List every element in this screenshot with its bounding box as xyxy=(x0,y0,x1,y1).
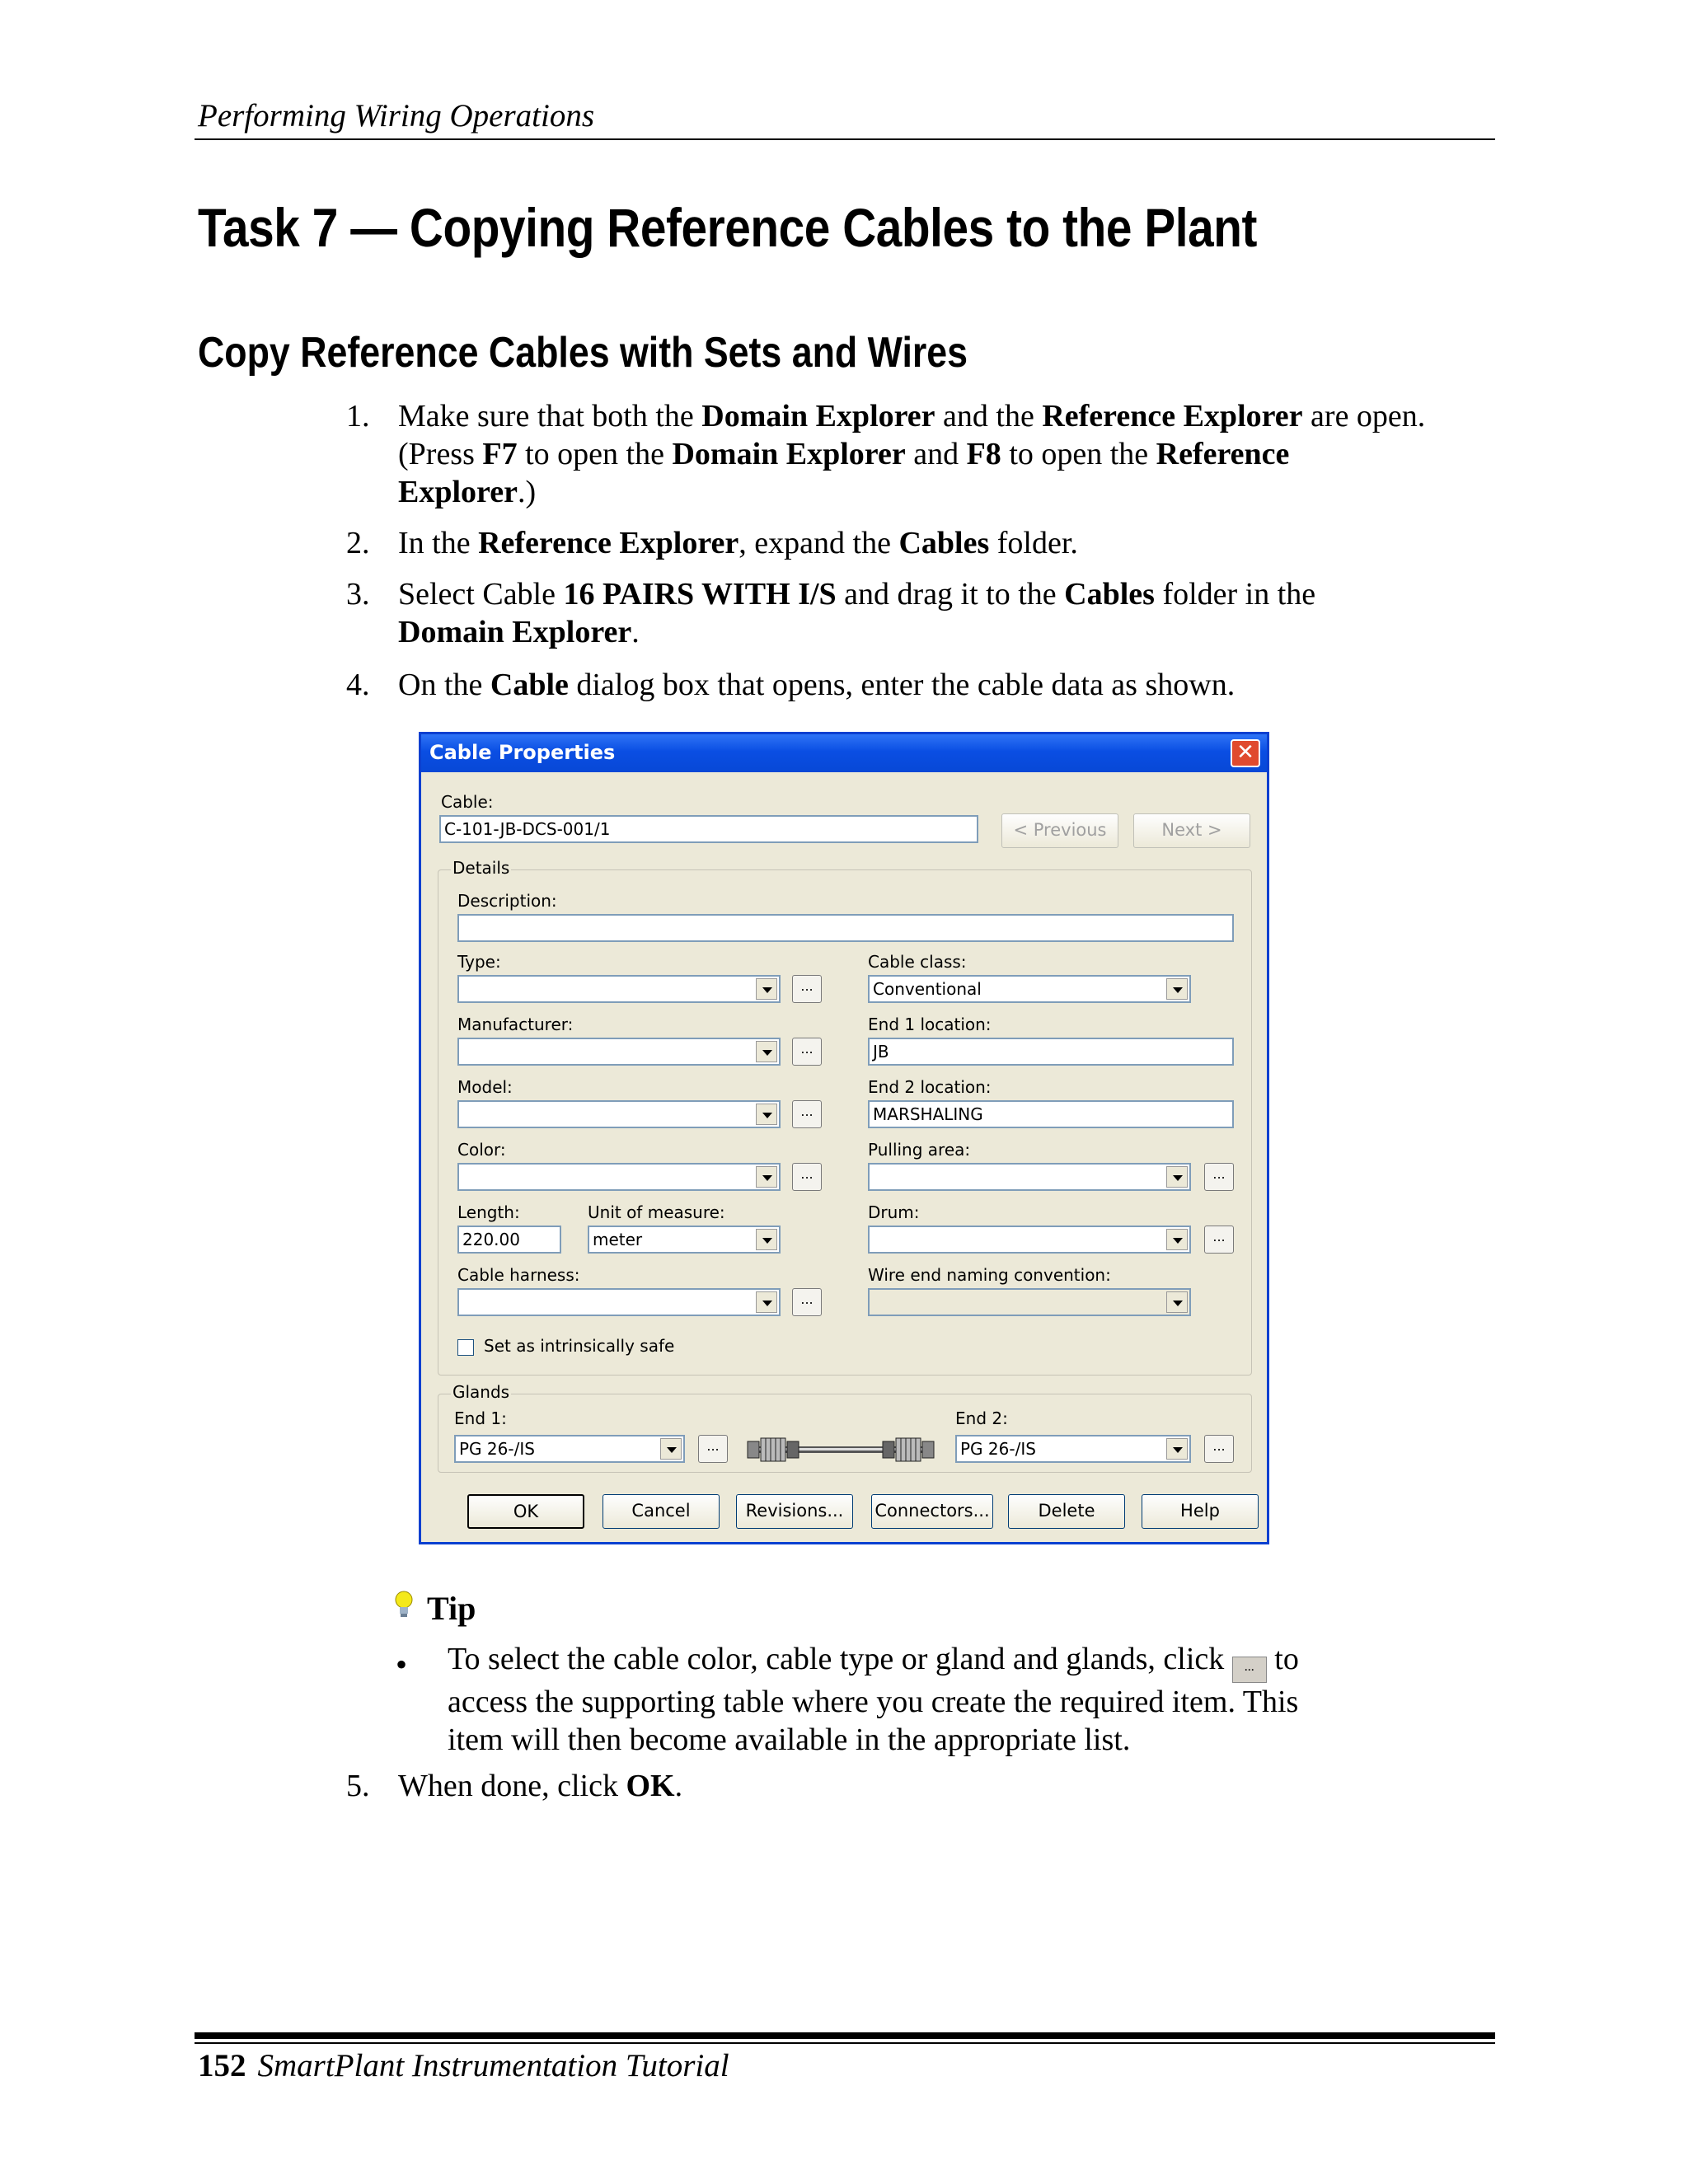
step-bold-text: Reference Explorer xyxy=(1042,399,1303,434)
gland-end2-dropdown[interactable] xyxy=(955,1435,1191,1463)
step-number: 3. xyxy=(346,577,370,612)
step-text-run: Select Cable xyxy=(398,577,564,612)
cable-properties-dialog xyxy=(419,732,1269,1544)
chevron-down-icon xyxy=(1166,1291,1188,1313)
footer xyxy=(198,2047,729,2084)
manufacturer-dropdown[interactable] xyxy=(457,1038,781,1066)
step-bold-text: F7 xyxy=(482,437,518,471)
gland-end2-value: PG 26-/IS xyxy=(960,1439,1036,1459)
step-text-run: In the xyxy=(398,526,479,560)
end2-location-label: End 2 location: xyxy=(868,1077,992,1097)
step-text xyxy=(398,397,1425,511)
glands-title: Glands xyxy=(452,1382,510,1402)
step-text-run: .) xyxy=(517,475,537,509)
step-bold-text: Domain Explorer xyxy=(398,615,632,649)
chevron-down-icon xyxy=(756,978,777,1000)
step-text-run: dialog box that opens, enter the cable data as shown. xyxy=(568,668,1236,702)
delete-button[interactable]: Delete xyxy=(1008,1494,1125,1529)
details-title: Details xyxy=(452,858,510,878)
chevron-down-icon xyxy=(660,1438,682,1460)
pulling-area-label: Pulling area: xyxy=(868,1140,971,1160)
step-text-run: and xyxy=(905,437,967,471)
footer-title: SmartPlant Instrumentation Tutorial xyxy=(257,2048,729,2083)
step-text-run: and the xyxy=(935,399,1043,434)
close-button[interactable]: ✕ xyxy=(1231,739,1260,767)
gland-end1-value: PG 26-/IS xyxy=(459,1439,535,1459)
step-line xyxy=(398,435,1425,473)
chevron-down-icon xyxy=(756,1041,777,1062)
tip-line1-pre: To select the cable color, cable type or gland and glands, click xyxy=(448,1642,1232,1676)
step-line xyxy=(398,473,1425,511)
pulling-area-browse-button[interactable]: ... xyxy=(1204,1163,1234,1191)
type-label: Type: xyxy=(457,952,501,972)
gland-end2-browse-button[interactable]: ... xyxy=(1204,1435,1234,1463)
chevron-down-icon xyxy=(1166,978,1188,1000)
end1-location-input[interactable]: JB xyxy=(868,1038,1234,1066)
description-label: Description: xyxy=(457,891,557,911)
color-dropdown[interactable] xyxy=(457,1163,781,1191)
step-text-run: . xyxy=(631,615,640,649)
cancel-button[interactable]: Cancel xyxy=(603,1494,720,1529)
harness-browse-button[interactable]: ... xyxy=(792,1288,822,1316)
step5-pre: When done, click xyxy=(398,1769,626,1803)
drum-dropdown[interactable] xyxy=(868,1226,1191,1254)
tip-line3: item will then become available in the appropriate list. xyxy=(448,1722,1131,1757)
step5-post: . xyxy=(674,1769,683,1803)
manufacturer-browse-button[interactable]: ... xyxy=(792,1038,822,1066)
step-bold-text: Cables xyxy=(1064,577,1155,612)
gland-end2-label: End 2: xyxy=(955,1408,1008,1428)
step5-bold: OK xyxy=(626,1769,675,1803)
tip-line2: access the supporting table where you create the required item. This xyxy=(448,1685,1299,1719)
revisions-button[interactable]: Revisions... xyxy=(736,1494,853,1529)
step-number: 1. xyxy=(346,399,370,434)
step-text xyxy=(398,666,1235,704)
harness-dropdown[interactable] xyxy=(457,1288,781,1316)
drum-label: Drum: xyxy=(868,1202,920,1222)
intrinsic-checkbox[interactable] xyxy=(457,1339,474,1356)
chevron-down-icon xyxy=(756,1166,777,1188)
tip-line1-post: to xyxy=(1266,1642,1299,1676)
step-number: 2. xyxy=(346,526,370,560)
step-text-run: folder in the xyxy=(1154,577,1316,612)
gland-end1-dropdown[interactable] xyxy=(454,1435,685,1463)
step-text-run: and drag it to the xyxy=(836,577,1065,612)
step-line xyxy=(398,397,1425,435)
step-text xyxy=(398,575,1315,651)
step-line xyxy=(398,575,1315,613)
unit-dropdown[interactable] xyxy=(588,1226,781,1254)
description-input[interactable] xyxy=(457,914,1234,942)
step-text-run: folder. xyxy=(989,526,1078,560)
model-label: Model: xyxy=(457,1077,513,1097)
step-line xyxy=(398,613,1315,651)
step-text-run: are open. xyxy=(1302,399,1426,434)
length-label: Length: xyxy=(457,1202,520,1222)
step-bold-text: 16 PAIRS WITH I/S xyxy=(563,577,837,612)
step-bold-text: Domain Explorer xyxy=(672,437,906,471)
chevron-down-icon xyxy=(1166,1166,1188,1188)
gland-end1-browse-button[interactable]: ... xyxy=(698,1435,728,1463)
footer-rule-thin xyxy=(195,2042,1495,2044)
step-bold-text: Cable xyxy=(490,668,569,702)
step-text-run: to open the xyxy=(1001,437,1156,471)
running-header: Performing Wiring Operations xyxy=(198,98,595,134)
step-text xyxy=(398,524,1078,562)
ellipsis-button-icon: ... xyxy=(1232,1657,1267,1683)
harness-label: Cable harness: xyxy=(457,1265,580,1285)
cable-gland-icon xyxy=(744,1433,937,1466)
unit-value: meter xyxy=(593,1230,643,1249)
ok-button[interactable]: OK xyxy=(467,1494,584,1529)
step-text-run: to open the xyxy=(517,437,673,471)
color-browse-button[interactable]: ... xyxy=(792,1163,822,1191)
color-label: Color: xyxy=(457,1140,506,1160)
step-number: 5. xyxy=(346,1769,370,1803)
step-bold-text: Reference xyxy=(1156,437,1290,471)
length-input[interactable]: 220.00 xyxy=(457,1226,561,1254)
unit-label: Unit of measure: xyxy=(588,1202,725,1222)
cable-class-label: Cable class: xyxy=(868,952,967,972)
footer-rule xyxy=(195,2032,1495,2039)
tip-text xyxy=(448,1640,1299,1759)
lightbulb-icon xyxy=(394,1591,414,1619)
section-title: Copy Reference Cables with Sets and Wires xyxy=(198,329,968,377)
step-text-run: , expand the xyxy=(738,526,899,560)
tip-bullet: • xyxy=(396,1646,408,1683)
task-title: Task 7 — Copying Reference Cables to the Plant xyxy=(198,197,1257,258)
cable-class-dropdown[interactable] xyxy=(868,975,1191,1003)
end1-location-label: End 1 location: xyxy=(868,1015,992,1034)
end2-location-input[interactable]: MARSHALING xyxy=(868,1100,1234,1128)
next-button[interactable]: Next > xyxy=(1133,813,1250,848)
header-rule xyxy=(195,138,1495,140)
step-text-run: (Press xyxy=(398,437,483,471)
chevron-down-icon xyxy=(1166,1229,1188,1250)
intrinsic-label: Set as intrinsically safe xyxy=(484,1336,675,1356)
pulling-area-dropdown[interactable] xyxy=(868,1163,1191,1191)
step-line xyxy=(398,524,1078,562)
help-button[interactable]: Help xyxy=(1142,1494,1259,1529)
tip-heading: Tip xyxy=(427,1590,476,1627)
dialog-title: Cable Properties xyxy=(429,741,616,764)
step-bold-text: Cables xyxy=(898,526,990,560)
step-bold-text: Domain Explorer xyxy=(701,399,935,434)
step-bold-text: Explorer xyxy=(398,475,518,509)
gland-end1-label: End 1: xyxy=(454,1408,507,1428)
dialog-titlebar xyxy=(421,734,1267,772)
type-dropdown[interactable] xyxy=(457,975,781,1003)
step-text-run: On the xyxy=(398,668,490,702)
model-dropdown[interactable] xyxy=(457,1100,781,1128)
previous-button[interactable]: < Previous xyxy=(1001,813,1118,848)
cable-class-value: Conventional xyxy=(873,979,982,999)
type-browse-button[interactable]: ... xyxy=(792,975,822,1003)
cable-label: Cable: xyxy=(441,792,494,812)
wire-end-label: Wire end naming convention: xyxy=(868,1265,1111,1285)
connectors-button[interactable]: Connectors... xyxy=(871,1494,993,1529)
step-bold-text: Reference Explorer xyxy=(478,526,739,560)
chevron-down-icon xyxy=(756,1229,777,1250)
page-number: 152 xyxy=(198,2048,246,2083)
cable-input[interactable]: C-101-JB-DCS-001/1 xyxy=(439,815,978,843)
chevron-down-icon xyxy=(756,1104,777,1125)
manufacturer-label: Manufacturer: xyxy=(457,1015,574,1034)
chevron-down-icon xyxy=(1166,1438,1188,1460)
step-text-run: Make sure that both the xyxy=(398,399,702,434)
step-line xyxy=(398,666,1235,704)
drum-browse-button[interactable]: ... xyxy=(1204,1226,1234,1254)
chevron-down-icon xyxy=(756,1291,777,1313)
wire-end-dropdown[interactable] xyxy=(868,1288,1191,1316)
model-browse-button[interactable]: ... xyxy=(792,1100,822,1128)
step-bold-text: F8 xyxy=(966,437,1001,471)
step-number: 4. xyxy=(346,668,370,702)
